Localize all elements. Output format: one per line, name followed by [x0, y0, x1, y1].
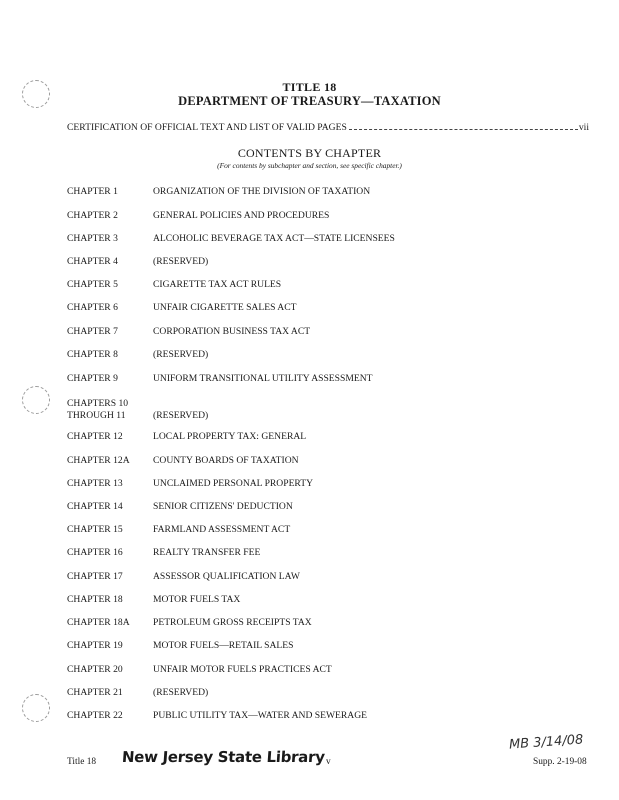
chapter-number: CHAPTER 9	[67, 373, 118, 384]
library-stamp: New Jersey State Library	[121, 748, 326, 766]
chapter-title: UNCLAIMED PERSONAL PROPERTY	[153, 478, 314, 489]
chapter-title: REALTY TRANSFER FEE	[153, 547, 261, 558]
chapter-number: CHAPTER 19	[67, 640, 123, 651]
chapter-title: CIGARETTE TAX ACT RULES	[153, 279, 282, 290]
chapter-number: CHAPTER 20	[67, 664, 123, 675]
certification-label: CERTIFICATION OF OFFICIAL TEXT AND LIST OF VALID PAGES	[67, 122, 347, 133]
chapter-title: (RESERVED)	[153, 349, 209, 360]
chapter-title: (RESERVED)	[153, 410, 209, 421]
chapter-title: COUNTY BOARDS OF TAXATION	[153, 455, 299, 466]
chapter-number: CHAPTER 18	[67, 594, 123, 605]
chapter-number: CHAPTER 1	[67, 186, 118, 197]
chapter-number: CHAPTER 16	[67, 547, 123, 558]
chapter-title: PETROLEUM GROSS RECEIPTS TAX	[153, 617, 312, 628]
handwritten-initials: MB 3/14/08	[508, 732, 584, 753]
chapter-number: CHAPTER 13	[67, 478, 123, 489]
chapter-title: UNIFORM TRANSITIONAL UTILITY ASSESSMENT	[153, 373, 373, 384]
chapter-number: CHAPTER 21	[67, 687, 123, 698]
chapter-title: MOTOR FUELS TAX	[153, 594, 241, 605]
title-department: DEPARTMENT OF TREASURY—TAXATION	[178, 94, 441, 108]
chapter-title: (RESERVED)	[153, 687, 209, 698]
chapter-number: CHAPTER 2	[67, 210, 118, 221]
chapter-number: CHAPTER 3	[67, 233, 118, 244]
chapter-title: LOCAL PROPERTY TAX: GENERAL	[153, 431, 307, 442]
chapter-number: CHAPTER 12	[67, 431, 123, 442]
contents-heading: CONTENTS BY CHAPTER	[237, 146, 382, 160]
chapter-title: FARMLAND ASSESSMENT ACT	[153, 524, 291, 535]
chapter-title: ASSESSOR QUALIFICATION LAW	[153, 571, 300, 582]
chapter-number: CHAPTER 6	[67, 302, 118, 313]
chapter-number: CHAPTER 17	[67, 571, 123, 582]
certification-line	[67, 122, 589, 133]
chapter-number-continued: THROUGH 11	[67, 410, 126, 421]
title-number: TITLE 18	[282, 80, 337, 94]
footer-title: Title 18	[67, 757, 97, 767]
chapter-title: UNFAIR MOTOR FUELS PRACTICES ACT	[153, 664, 332, 675]
chapter-number: CHAPTER 15	[67, 524, 123, 535]
footer-page-number: v	[326, 757, 331, 767]
chapter-title: GENERAL POLICIES AND PROCEDURES	[153, 210, 330, 221]
certification-page: vii	[578, 122, 589, 133]
footer-supplement: Supp. 2-19-08	[533, 757, 587, 767]
binder-hole-middle	[22, 386, 50, 414]
chapter-title: UNFAIR CIGARETTE SALES ACT	[153, 302, 297, 313]
chapter-number: CHAPTER 18A	[67, 617, 130, 628]
chapter-number: CHAPTER 12A	[67, 455, 130, 466]
chapter-title: CORPORATION BUSINESS TAX ACT	[153, 326, 311, 337]
chapter-title: (RESERVED)	[153, 256, 209, 267]
chapter-number: CHAPTERS 10	[67, 398, 129, 409]
dot-leader	[349, 128, 578, 130]
chapter-title: ORGANIZATION OF THE DIVISION OF TAXATION	[153, 186, 371, 197]
chapter-title: PUBLIC UTILITY TAX—WATER AND SEWERAGE	[153, 710, 368, 721]
chapter-number: CHAPTER 14	[67, 501, 123, 512]
contents-note: (For contents by subchapter and section, see specific chapter.)	[217, 161, 402, 170]
chapter-number: CHAPTER 5	[67, 279, 118, 290]
chapter-number: CHAPTER 8	[67, 349, 118, 360]
chapter-number: CHAPTER 4	[67, 256, 118, 267]
binder-hole-bottom	[22, 694, 50, 722]
chapter-number: CHAPTER 22	[67, 710, 123, 721]
chapter-title: ALCOHOLIC BEVERAGE TAX ACT—STATE LICENSEES	[153, 233, 395, 244]
chapter-title: MOTOR FUELS—RETAIL SALES	[153, 640, 294, 651]
chapter-title: SENIOR CITIZENS' DEDUCTION	[153, 501, 293, 512]
chapter-number: CHAPTER 7	[67, 326, 118, 337]
